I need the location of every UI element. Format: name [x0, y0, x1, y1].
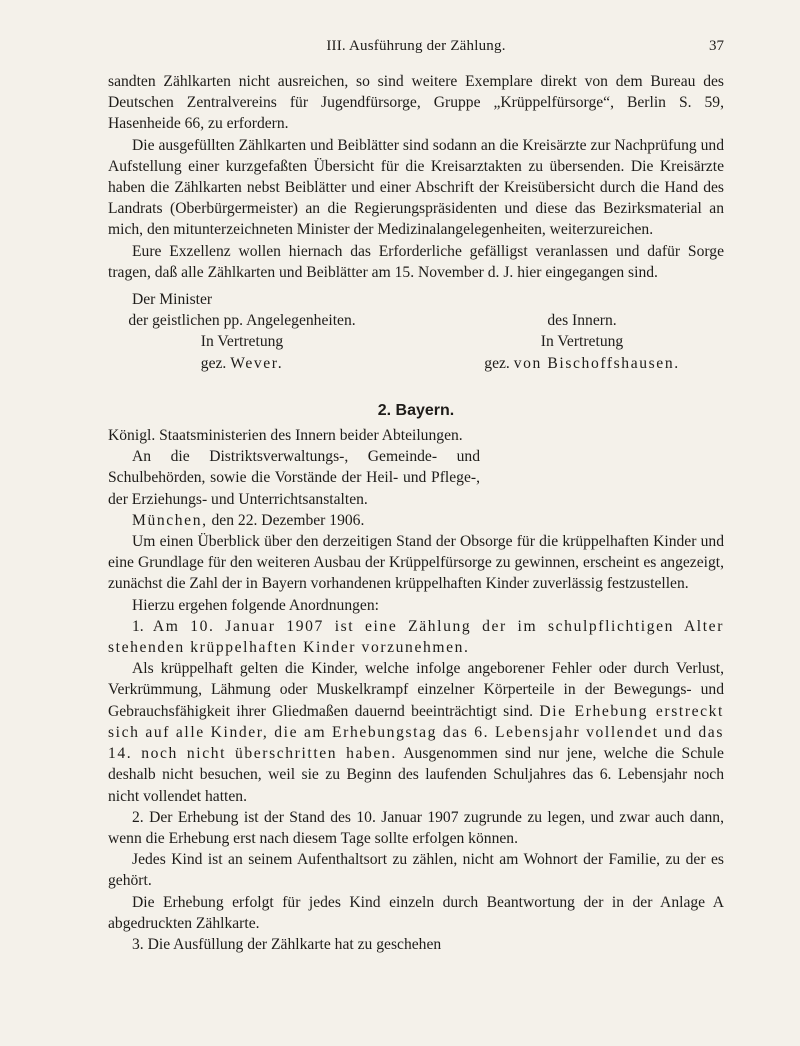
paragraph: Jedes Kind ist an seinem Aufenthaltsort zu zählen, nicht am Wohnort der Familie, zu der es gehört.: [108, 851, 724, 890]
address-block: An die Distriktsverwaltungs-, Gemeinde- und Schulbehörden, sowie die Vorstände der Heil- und Pflege-, der Erziehungs- und Unterrichtsanstalten.: [108, 448, 480, 508]
paragraph: Eure Exzellenz wollen hiernach das Erforderliche gefälligst veranlassen und dafür Sorge tragen, daß alle Zählkarten und Beiblätter am 15. November d. J. hier eingegangen sind.: [108, 242, 724, 281]
paragraph: [108, 658, 724, 806]
paragraph: Hierzu ergehen folgende Anordnungen:: [132, 596, 379, 614]
emphasized-text: Die Erhebung erstreckt sich auf alle Kinder, die am Erhebungstag das 6. Lebensjahr vollendet und das 14. noch nicht überschritten haben.: [108, 702, 724, 763]
signature-row: [108, 353, 724, 374]
right-ministry: des Innern.: [547, 312, 617, 330]
dateline: [108, 510, 724, 531]
gez-label: gez.: [200, 354, 227, 372]
body-text: [108, 71, 724, 955]
page-header: [108, 38, 724, 62]
running-title: III. Ausführung der Zählung.: [326, 38, 506, 54]
signature-heading: Der Minister: [132, 291, 213, 309]
paragraph: Die ausgefüllten Zählkarten und Beiblätter sind sodann an die Kreisärzte zur Nachprüfung und Aufstellung einer kurzgefaßten Übersicht für die Kreisarztakten zu übersenden. Die Kreisärzte haben die Zählkarten nebst Beiblätter und einer Abschrift der Kreisübersicht durch die Hand des Landrats (Oberbürgermeister) an die Regierungspräsidenten und diese das Bezirksmaterial an mich, den mitunterzeichneten Minister der Medizinalangelegenheiten, weiterzureichen.: [108, 136, 724, 239]
signature-row: [108, 331, 724, 352]
paragraph: 3. Die Ausfüllung der Zählkarte hat zu geschehen: [132, 935, 442, 953]
left-ministry: der geistlichen pp. Angelegenheiten.: [128, 312, 356, 330]
paragraph: sandten Zählkarten nicht ausreichen, so sind weitere Exemplare direkt von dem Bureau des Deutschen Zentralvereins für Jugendfürsorge, Gruppe „Krüppelfürsorge“, Berlin S. 59, Hasenheide 66, zu erfordern.: [108, 73, 724, 133]
date-city: München,: [132, 511, 208, 529]
definition-text: Als krüppelhaft gelten die Kinder, welche infolge angeborener Fehler oder durch Verlust, Verkrümmung, Lähmung oder Muskelkrampf einzelner Körperteile in der Bewegungs- und Gebrauchsfähigkeit ihrer Gliedmaßen dauernd beeinträchtigt sind.: [108, 660, 724, 720]
left-signatory: [108, 353, 376, 374]
right-signatory: [440, 353, 724, 374]
paragraph: Die Erhebung erfolgt für jedes Kind einzeln durch Beantwortung der in der Anlage A abgedruckten Zählkarte.: [108, 893, 724, 932]
date-text: den 22. Dezember 1906.: [211, 511, 365, 529]
gez-label: gez.: [484, 354, 510, 372]
paragraph: 2. Der Erhebung ist der Stand des 10. Januar 1907 zugrunde zu legen, und zwar auch dann, wenn die Erhebung erst nach diesem Tage sollte erfolgen können.: [108, 808, 724, 847]
paragraph: Um einen Überblick über den derzeitigen Stand der Obsorge für die krüppelhaften Kinder und eine Grundlage für den weiteren Ausbau der Krüppelfürsorge zu gewinnen, erscheint es angezeigt, zunächst die Zahl der in Bayern vorhandenen krüppelhaften Kinder zuverlässig festzustellen.: [108, 533, 724, 593]
section-heading: 2. Bayern.: [377, 401, 455, 419]
paragraph: [108, 616, 724, 658]
signature-row: [108, 310, 724, 331]
emphasized-text: Am 10. Januar 1907 ist eine Zählung der im schulpflichtigen Alter stehenden krüppelhaften Kinder vorzunehmen.: [108, 617, 724, 657]
definition-text: Ausgenommen sind nur jene, welche die Schule deshalb nicht besuchen, weil sie zu Beginn des laufenden Schuljahres das 6. Lebensjahr noch nicht vollendet hatten.: [108, 745, 724, 805]
item-number: 1.: [132, 617, 144, 635]
page-number: 37: [709, 38, 724, 54]
signatory-name: von Bischoffshausen.: [513, 354, 680, 372]
right-vertretung: In Vertretung: [540, 333, 624, 351]
issuer-line: Königl. Staatsministerien des Innern beider Abteilungen.: [108, 427, 463, 445]
left-vertretung: In Vertretung: [200, 333, 284, 351]
signatory-name: Wever.: [230, 354, 284, 372]
